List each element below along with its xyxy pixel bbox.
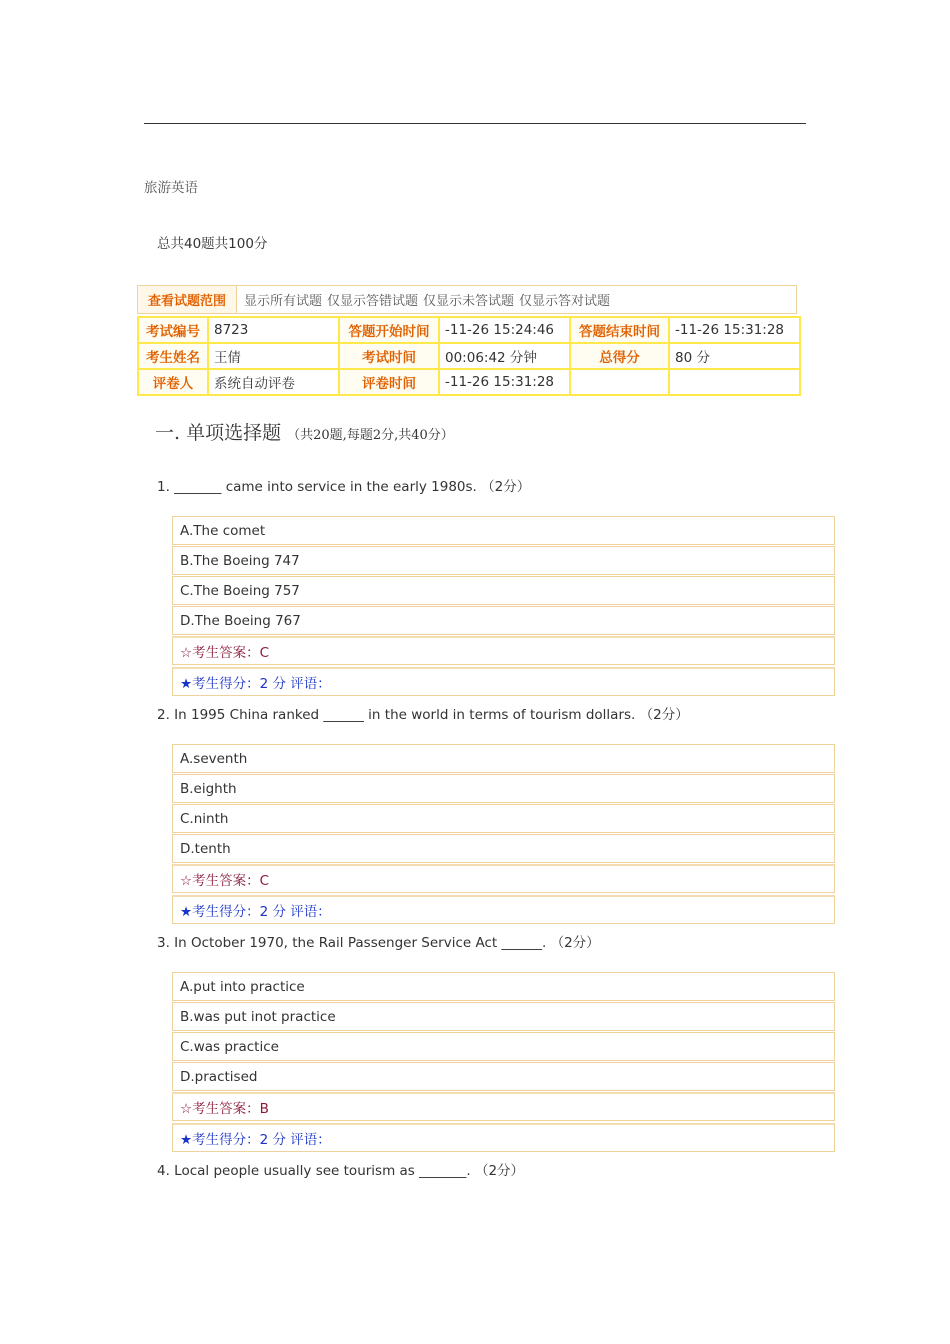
filter-all[interactable]: 显示所有试题 (244, 294, 323, 309)
duration-value: 00:06:42 分钟 (439, 343, 570, 369)
option-a[interactable]: A.The comet (172, 516, 835, 545)
start-time-value: -11-26 15:24:46 (439, 317, 570, 343)
student-answer: ☆考生答案：C (172, 864, 835, 893)
grade-time-value: -11-26 15:31:28 (439, 369, 570, 395)
question-1-options (172, 516, 835, 696)
option-d[interactable]: D.The Boeing 767 (172, 606, 835, 635)
top-rule (144, 123, 806, 124)
name-value: 王倩 (208, 343, 339, 369)
filter-options (237, 286, 615, 313)
duration-label: 考试时间 (339, 343, 439, 369)
filter-correct[interactable]: 仅显示答对试题 (519, 294, 611, 309)
exam-no-label: 考试编号 (138, 317, 208, 343)
option-d[interactable]: D.tenth (172, 834, 835, 863)
question-1: 1. _______ came into service in the early 1980s. （2分） (157, 479, 531, 495)
question-3-options (172, 972, 835, 1152)
grader-value: 系统自动评卷 (208, 369, 339, 395)
filter-label: 查看试题范围 (138, 286, 237, 313)
option-a[interactable]: A.put into practice (172, 972, 835, 1001)
student-score: ★考生得分：2 分 评语： (172, 1123, 835, 1152)
student-score: ★考生得分：2 分 评语： (172, 895, 835, 924)
exam-info-table (137, 316, 801, 396)
student-score: ★考生得分：2 分 评语： (172, 667, 835, 696)
question-2-options (172, 744, 835, 924)
empty-cell (570, 369, 669, 395)
total-summary: 总共40题共100分 (157, 236, 268, 252)
section-heading (155, 418, 454, 445)
section-title: 一. 单项选择题 (155, 422, 282, 444)
filter-unanswered[interactable]: 仅显示未答试题 (423, 294, 515, 309)
info-row (138, 317, 800, 343)
empty-cell (669, 369, 800, 395)
start-time-label: 答题开始时间 (339, 317, 439, 343)
subject-title: 旅游英语 (144, 180, 198, 196)
filter-wrong[interactable]: 仅显示答错试题 (327, 294, 419, 309)
option-c[interactable]: C.ninth (172, 804, 835, 833)
student-answer: ☆考生答案：C (172, 636, 835, 665)
question-3: 3. In October 1970, the Rail Passenger Service Act ______. （2分） (157, 935, 600, 951)
option-c[interactable]: C.The Boeing 757 (172, 576, 835, 605)
student-answer: ☆考生答案：B (172, 1092, 835, 1121)
option-a[interactable]: A.seventh (172, 744, 835, 773)
grader-label: 评卷人 (138, 369, 208, 395)
end-time-label: 答题结束时间 (570, 317, 669, 343)
question-4: 4. Local people usually see tourism as _______. （2分） (157, 1163, 525, 1179)
name-label: 考生姓名 (138, 343, 208, 369)
info-row (138, 343, 800, 369)
section-note: （共20题,每题2分,共40分） (287, 428, 454, 443)
end-time-value: -11-26 15:31:28 (669, 317, 800, 343)
grade-time-label: 评卷时间 (339, 369, 439, 395)
total-score-value: 80 分 (669, 343, 800, 369)
filter-bar (137, 285, 797, 314)
option-b[interactable]: B.The Boeing 747 (172, 546, 835, 575)
option-b[interactable]: B.eighth (172, 774, 835, 803)
option-d[interactable]: D.practised (172, 1062, 835, 1091)
question-2: 2. In 1995 China ranked ______ in the world in terms of tourism dollars. （2分） (157, 707, 689, 723)
total-score-label: 总得分 (570, 343, 669, 369)
info-row (138, 369, 800, 395)
option-c[interactable]: C.was practice (172, 1032, 835, 1061)
exam-no-value: 8723 (208, 317, 339, 343)
option-b[interactable]: B.was put inot practice (172, 1002, 835, 1031)
